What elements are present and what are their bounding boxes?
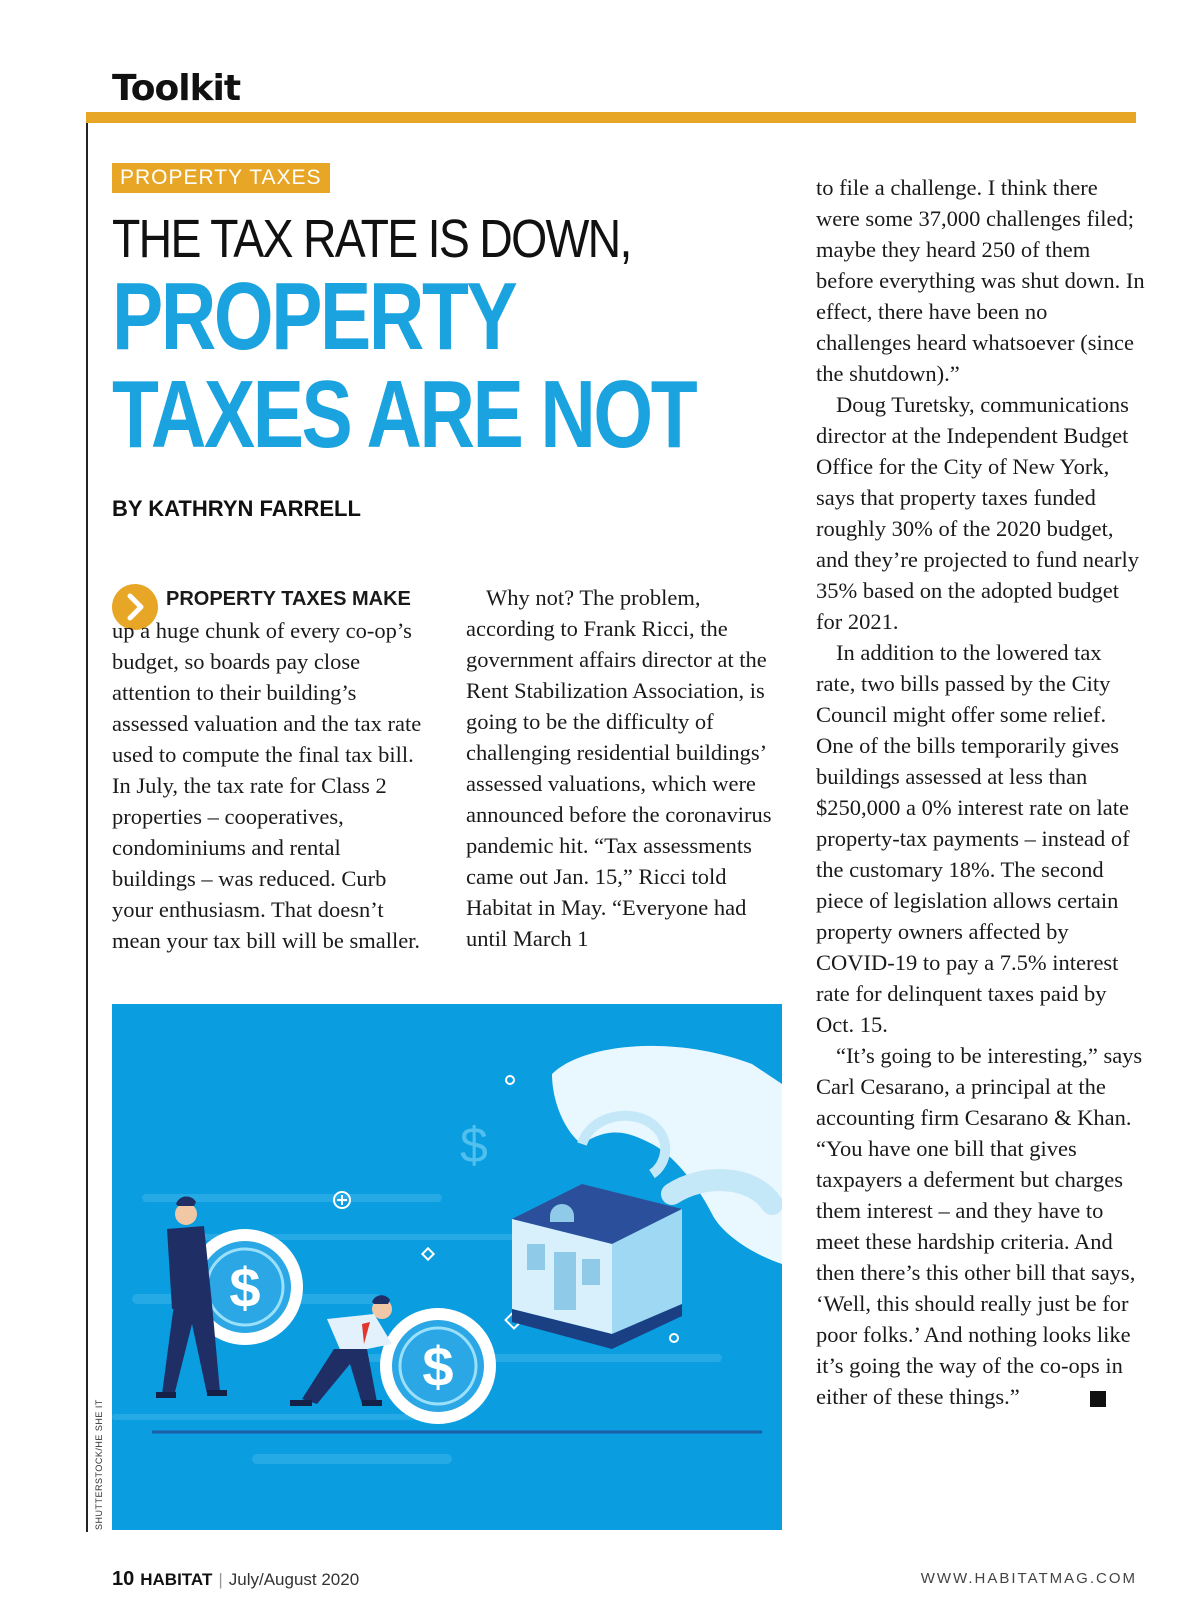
body-paragraph: Why not? The problem, according to Frank Ricci, the government affairs director at the Rent Stabilization Association, is going to be the difficulty of challenging residential buildings’ assessed valuations, which were announced before the coronavirus pandemic hit. “Tax assessments came out Jan. 15,” Ricci told Habitat in May. “Everyone had until March 1 xyxy=(466,585,772,951)
kicker-label: PROPERTY TAXES xyxy=(112,163,330,193)
headline-line2: PROPERTY xyxy=(112,263,516,370)
body-paragraph: to file a challenge. I think there were some 37,000 challenges filed; maybe they heard 250 of them before everything was shut down. In effect, there have been no challenges heard whatsoever (since the shutdown).” xyxy=(816,175,1145,386)
house-illustration xyxy=(512,1184,682,1349)
headline-line1: THE TAX RATE IS DOWN, xyxy=(112,209,631,269)
body-paragraph: Doug Turetsky, communications director at the Independent Budget Office for the City of New York, says that property taxes funded roughly 30% of the 2020 budget, and they’re projected to fund nearly 35% based on the adopted budget for 2021. xyxy=(816,392,1139,634)
website-url: WWW.HABITATMAG.COM xyxy=(920,1570,1137,1587)
issue-date: July/August 2020 xyxy=(228,1570,360,1589)
dollar-sign-icon: $ xyxy=(460,1117,488,1173)
body-column-3 xyxy=(816,172,1146,1412)
body-column-2 xyxy=(466,582,786,954)
body-column-1 xyxy=(112,582,428,956)
footer-separator: | xyxy=(218,1570,223,1589)
article-illustration xyxy=(112,1004,782,1530)
page-number: 10 xyxy=(112,1568,135,1590)
header-rule xyxy=(86,112,1136,123)
byline: BY KATHRYN FARRELL xyxy=(112,496,361,521)
section-title: Toolkit xyxy=(112,68,241,109)
svg-text:$: $ xyxy=(422,1335,454,1398)
coin-icon xyxy=(380,1308,496,1424)
person-figure xyxy=(290,1295,392,1406)
vertical-rule xyxy=(86,112,88,1532)
end-mark-icon xyxy=(1090,1391,1106,1407)
publication-name: HABITAT xyxy=(140,1570,213,1589)
body-paragraph: In addition to the lowered tax rate, two bills passed by the City Council might offer some relief. One of the bills temporarily gives buildings assessed at less than $250,000 a 0% interest rate on late property-tax payments – instead of the customary 18%. The second piece of legislation allows certain property owners affected by COVID-19 to pay a 7.5% interest rate for delinquent taxes paid by Oct. 15. xyxy=(816,640,1130,1037)
lead-in: PROPERTY TAXES MAKE xyxy=(166,588,411,610)
body-paragraph: “It’s going to be interesting,” says Carl Cesarano, a principal at the accounting firm Cesarano & Khan. “You have one bill that gives taxpayers a deferment but charges them interest – and they have to meet these hardship criteria. And then there’s this other bill that says, ‘Well, this should really just be for poor folks.’ And nothing looks like it’s going the way of the co-ops in either of these things.” xyxy=(816,1043,1143,1409)
photo-credit: SHUTTERSTOCK/HE SHE IT xyxy=(94,1399,104,1530)
headline-line3: TAXES ARE NOT xyxy=(112,361,696,468)
body-text: up a huge chunk of every co-op’s budget, so boards pay close attention to their building’s assessed valuation and the tax rate used to compute the final tax bill. In July, the tax rate for Class 2 properties – cooperatives, condominiums and rental buildings – was reduced. Curb your enthusiasm. That doesn’t mean your tax bill will be smaller. xyxy=(112,618,422,953)
section-header xyxy=(112,68,240,109)
footer-folio xyxy=(112,1568,359,1591)
svg-text:$: $ xyxy=(229,1256,261,1319)
headline-main xyxy=(112,263,696,468)
